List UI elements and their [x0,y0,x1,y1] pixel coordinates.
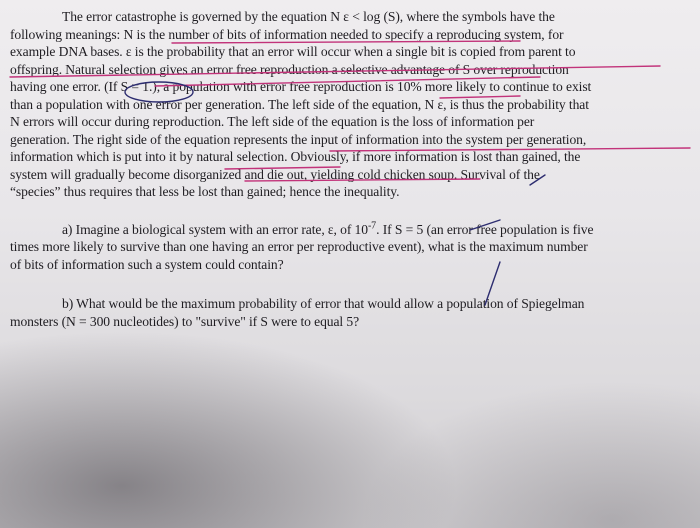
paragraph-line: The error catastrophe is governed by the equation N ε < log (S), where the symbols have the [62,9,555,24]
question-a-line-1: a) Imagine a biological system with an error rate, ε, of $10^{-7}$. If S = 5 (an error free population is five [62,219,594,237]
paragraph-line: generation. The right side of the equation represents the input of information into the system per generation, [10,131,587,147]
problem-text [10,8,688,330]
question-a [10,221,688,274]
paragraph-line: information which is put into it by natural selection. Obviously, if more information is lost than gained, the [10,149,581,164]
paragraph-line: offspring. Natural selection gives an error free reproduction a selective advantage of S over reproduction [10,61,569,77]
paragraph-line: example DNA bases. ε is the probability that an error will occur when a single bit is copied from parent to [10,44,576,59]
paragraph-line: than a population with one error per generation. The left side of the equation, N ε, is thus the probability that [10,96,589,112]
page-shadow [360,380,700,528]
paragraph-line: N errors will occur during reproduction. The left side of the equation is the loss of information per [10,114,535,129]
question-b [10,295,688,330]
question-b-line-1: b) What would be the maximum probability of error that would allow a population of Spiegelman [62,296,585,311]
intro-paragraph [10,8,688,201]
question-a-line-3: of bits of information such a system could contain? [10,256,284,272]
paragraph-line: following meanings: N is the number of bits of information needed to specify a reproducing system, for [10,26,564,42]
question-b-line-2: monsters (N = 300 nucleotides) to "survive" if S were to equal 5? [10,313,360,329]
question-a-line-2: times more likely to survive than one having an error per reproductive event), what is the maximum number [10,239,588,254]
paragraph-line: system will gradually become disorganized and die out, yielding cold chicken soup. Survival of the [10,166,540,182]
paragraph-line: “species” thus requires that less be lost than gained; hence the inequality. [10,184,400,199]
exponent: -7 [367,219,377,231]
hand-shadow [0,330,460,528]
paragraph-line: having one error. (If S = 1.), a population with error free reproduction is 10% more likely to continue to exist [10,79,592,94]
